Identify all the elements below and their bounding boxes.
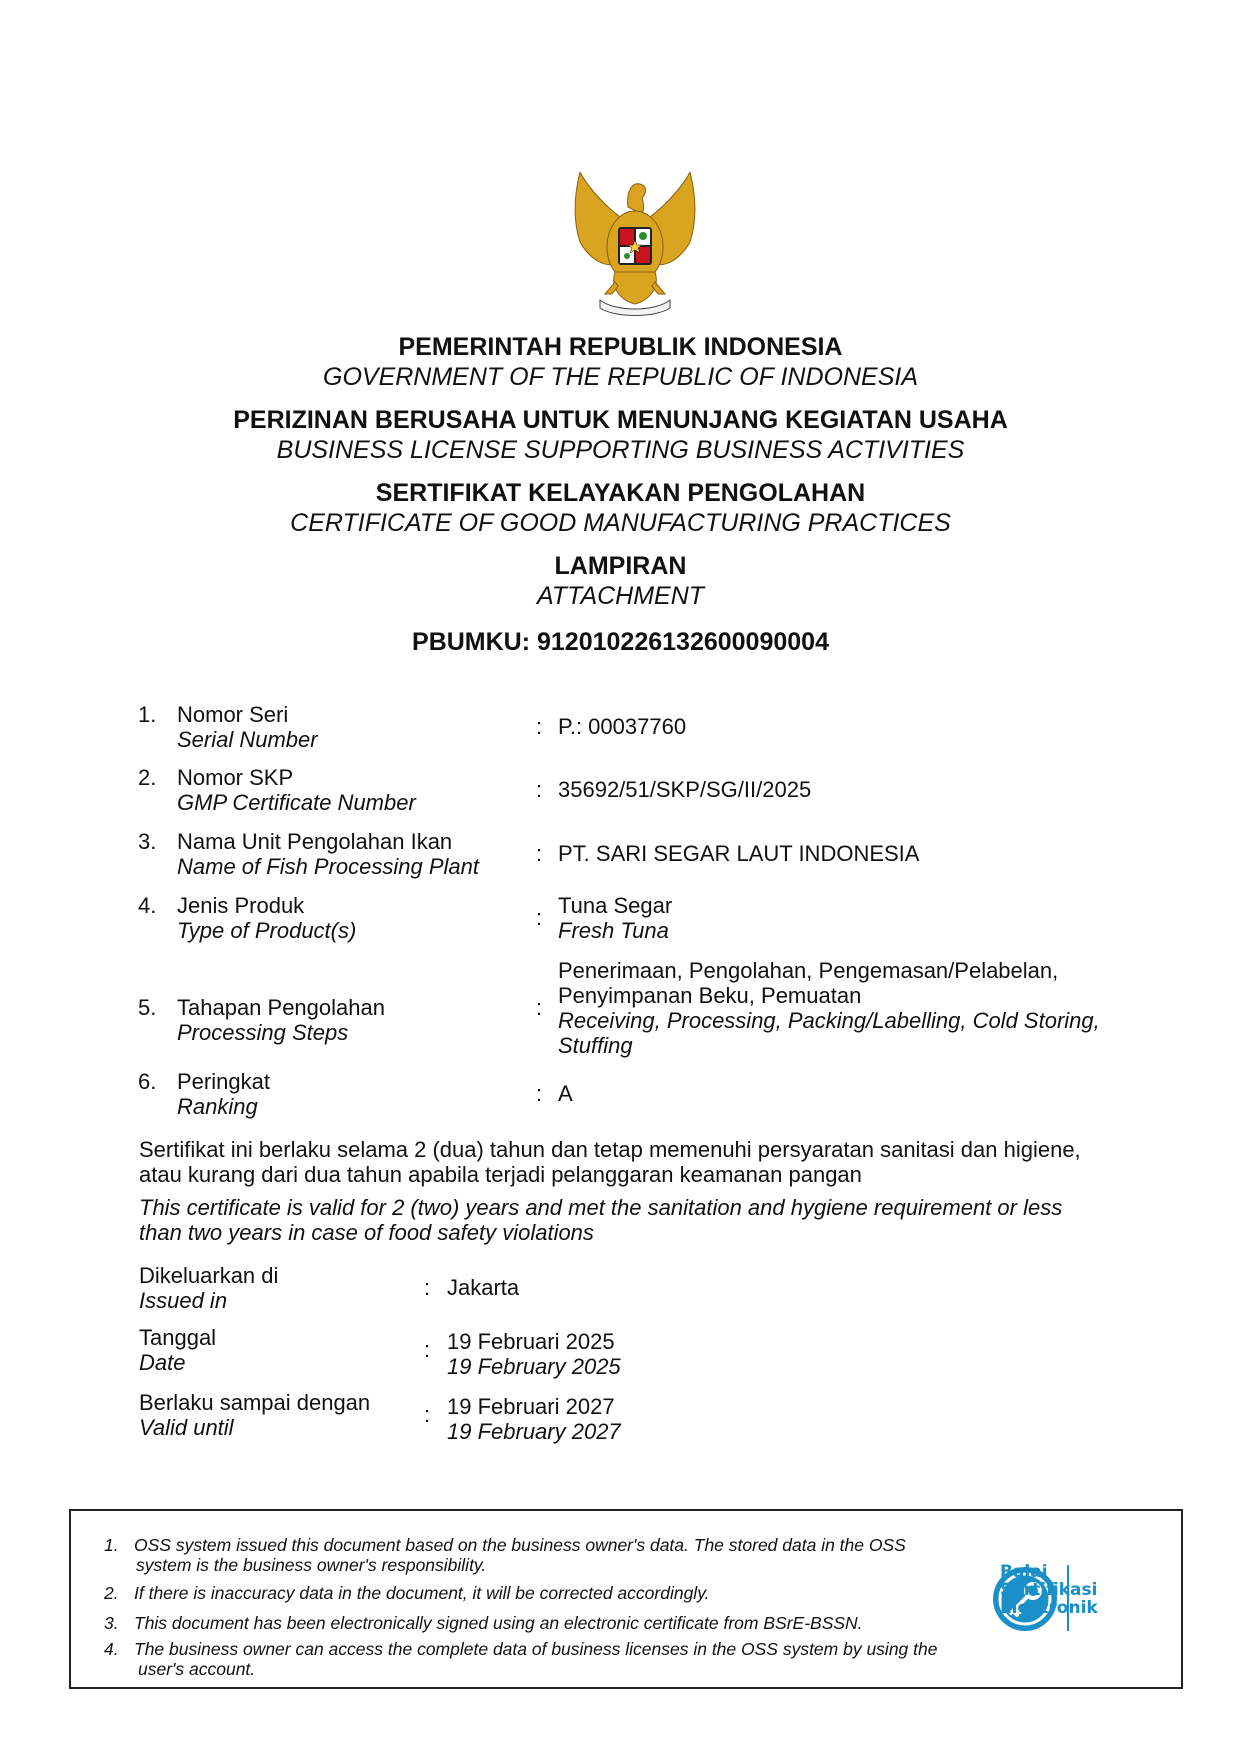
item-number: 1. bbox=[138, 702, 157, 727]
item-number: 3. bbox=[138, 829, 157, 854]
item-value-id-line1: Penerimaan, Pengolahan, Pengemasan/Pelabelan, bbox=[558, 958, 1059, 983]
item-label-id: Jenis Produk bbox=[177, 893, 305, 918]
header-license-id: PERIZINAN BERUSAHA UNTUK MENUNJANG KEGIATAN USAHA bbox=[233, 406, 1008, 434]
item-label bbox=[177, 765, 416, 815]
item-label bbox=[177, 702, 318, 752]
item-value bbox=[558, 893, 672, 943]
item-value-id: Tuna Segar bbox=[558, 893, 673, 918]
valid-until-label bbox=[139, 1390, 370, 1440]
issue-date-value bbox=[447, 1329, 621, 1379]
item-value-id-line2: Penyimpanan Beku, Pemuatan bbox=[558, 983, 862, 1008]
bsre-logo-text bbox=[1000, 1563, 1098, 1617]
issued-in-label-en: Issued in bbox=[139, 1288, 228, 1313]
item-number: 6. bbox=[138, 1069, 157, 1094]
item-value bbox=[558, 958, 1100, 1058]
item-label-en: Processing Steps bbox=[177, 1020, 349, 1045]
header-cert-id: SERTIFIKAT KELAYAKAN PENGOLAHAN bbox=[375, 479, 866, 507]
item-value: PT. SARI SEGAR LAUT INDONESIA bbox=[558, 841, 920, 866]
header-cert bbox=[0, 478, 1241, 538]
issue-date-label bbox=[139, 1325, 216, 1375]
footer-note-text: If there is inaccuracy data in the document, it will be corrected accordingly. bbox=[134, 1583, 710, 1603]
issue-date-label-id: Tanggal bbox=[139, 1325, 217, 1350]
item-label-en: Ranking bbox=[177, 1094, 258, 1119]
item-label bbox=[177, 995, 385, 1045]
valid-until-label-id: Berlaku sampai dengan bbox=[139, 1390, 371, 1415]
item-label-id: Nama Unit Pengolahan Ikan bbox=[177, 829, 453, 854]
valid-until-colon: : bbox=[424, 1402, 431, 1427]
issue-date-label-en: Date bbox=[139, 1350, 186, 1375]
item-colon: : bbox=[536, 905, 543, 930]
footer-note-number: 3. bbox=[104, 1613, 119, 1633]
header-gov-en: GOVERNMENT OF THE REPUBLIC OF INDONESIA bbox=[323, 363, 918, 391]
footer-note-text bbox=[134, 1535, 994, 1575]
footer-note-number: 4. bbox=[104, 1639, 119, 1659]
item-label bbox=[177, 1069, 270, 1119]
footer-note-line2: system is the business owner's responsibility. bbox=[136, 1555, 487, 1575]
item-value-en-line1: Receiving, Processing, Packing/Labelling, Cold Storing, bbox=[558, 1008, 1100, 1033]
garuda-emblem-icon bbox=[560, 172, 710, 322]
item-value-en-line2: Stuffing bbox=[558, 1033, 633, 1058]
item-colon: : bbox=[536, 1081, 543, 1106]
header-attachment-id: LAMPIRAN bbox=[554, 552, 687, 580]
item-label-id: Nomor SKP bbox=[177, 765, 294, 790]
bsre-logo-line1: Balai bbox=[1000, 1562, 1048, 1582]
bsre-logo-line3: Elektronik bbox=[1000, 1598, 1098, 1618]
item-label bbox=[177, 893, 356, 943]
bsre-logo-line2: Sertifikasi bbox=[1000, 1580, 1098, 1600]
validity-id-line1: Sertifikat ini berlaku selama 2 (dua) tahun dan tetap memenuhi persyaratan sanitasi dan higiene, bbox=[139, 1137, 1081, 1162]
valid-until-value-en: 19 February 2027 bbox=[447, 1419, 621, 1444]
item-colon: : bbox=[536, 714, 543, 739]
header-license-en: BUSINESS LICENSE SUPPORTING BUSINESS ACTIVITIES bbox=[276, 436, 965, 464]
footer-note-line2: user's account. bbox=[138, 1659, 256, 1679]
validity-statement bbox=[139, 1137, 1139, 1245]
pbumku-number: PBUMKU: 912010226132600090004 bbox=[412, 628, 829, 656]
header-license bbox=[0, 405, 1241, 465]
header-cert-en: CERTIFICATE OF GOOD MANUFACTURING PRACTICES bbox=[290, 509, 951, 537]
valid-until-value-id: 19 Februari 2027 bbox=[447, 1394, 615, 1419]
item-number: 4. bbox=[138, 893, 157, 918]
header-gov-id: PEMERINTAH REPUBLIK INDONESIA bbox=[398, 333, 843, 361]
item-colon: : bbox=[536, 841, 543, 866]
footer-note-number: 2. bbox=[104, 1583, 119, 1603]
footer-note-number: 1. bbox=[104, 1535, 119, 1555]
item-label-en: Name of Fish Processing Plant bbox=[177, 854, 480, 879]
issued-in-label bbox=[139, 1263, 278, 1313]
validity-en-line1: This certificate is valid for 2 (two) years and met the sanitation and hygiene requirement or less bbox=[139, 1195, 1063, 1220]
item-value-en: Fresh Tuna bbox=[558, 918, 669, 943]
item-number: 2. bbox=[138, 765, 157, 790]
item-label bbox=[177, 829, 479, 879]
footer-note-line1: The business owner can access the complete data of business licenses in the OSS system by using the bbox=[134, 1639, 938, 1659]
issue-date-value-id: 19 Februari 2025 bbox=[447, 1329, 615, 1354]
issued-in-value: Jakarta bbox=[447, 1275, 520, 1300]
issued-in-label-id: Dikeluarkan di bbox=[139, 1263, 279, 1288]
valid-until-label-en: Valid until bbox=[139, 1415, 234, 1440]
item-label-id: Peringkat bbox=[177, 1069, 270, 1094]
item-value: A bbox=[558, 1081, 573, 1106]
header-gov bbox=[0, 332, 1241, 392]
validity-en-line2: than two years in case of food safety violations bbox=[139, 1220, 594, 1245]
item-colon: : bbox=[536, 777, 543, 802]
footer-note-text bbox=[134, 1639, 994, 1679]
issue-date-colon: : bbox=[424, 1337, 431, 1362]
valid-until-value bbox=[447, 1394, 621, 1444]
item-number: 5. bbox=[138, 995, 157, 1020]
footer-note-line1: OSS system issued this document based on the business owner's data. The stored data in the OSS bbox=[134, 1535, 906, 1555]
item-value: P.: 00037760 bbox=[558, 714, 687, 739]
item-label-id: Nomor Seri bbox=[177, 702, 289, 727]
header-attachment bbox=[0, 551, 1241, 611]
validity-id-line2: atau kurang dari dua tahun apabila terjadi pelanggaran keamanan pangan bbox=[139, 1162, 862, 1187]
header-attachment-en: ATTACHMENT bbox=[536, 582, 705, 610]
item-label-en: Serial Number bbox=[177, 727, 318, 752]
item-colon: : bbox=[536, 995, 543, 1020]
issue-date-value-en: 19 February 2025 bbox=[447, 1354, 621, 1379]
issued-in-colon: : bbox=[424, 1275, 431, 1300]
item-label-id: Tahapan Pengolahan bbox=[177, 995, 385, 1020]
footer-note-text: This document has been electronically signed using an electronic certificate from BSrE-BSSN. bbox=[134, 1613, 863, 1633]
item-label-en: GMP Certificate Number bbox=[177, 790, 416, 815]
item-label-en: Type of Product(s) bbox=[177, 918, 357, 943]
item-value: 35692/51/SKP/SG/II/2025 bbox=[558, 777, 812, 802]
